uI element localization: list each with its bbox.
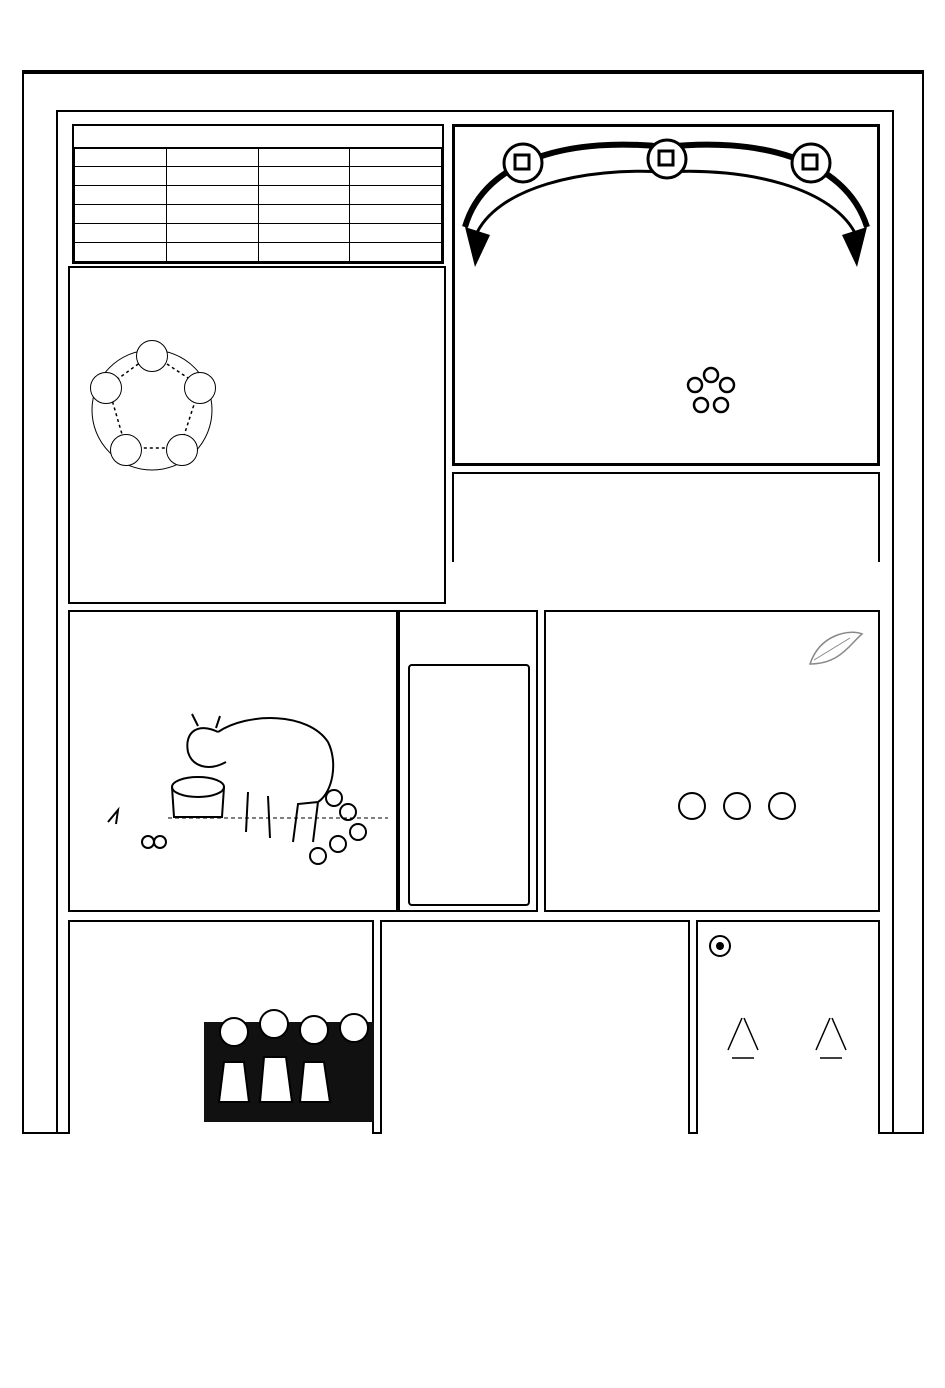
cell: [258, 186, 350, 205]
cell: [166, 167, 258, 186]
table-row: [75, 205, 442, 224]
table-row: [75, 167, 442, 186]
cell: [166, 243, 258, 262]
provide-number: [678, 792, 706, 820]
table-row: [75, 224, 442, 243]
tema-box: [544, 610, 880, 912]
top-marksix-strip: [30, 80, 920, 106]
provide-number: [768, 792, 796, 820]
cell: [350, 205, 442, 224]
cell: [350, 167, 442, 186]
combo-box: [696, 920, 880, 1134]
caitong-box: [68, 920, 374, 1134]
hot-table-grid: [74, 148, 442, 262]
tieban-box: [68, 266, 446, 604]
ox-illustration: [88, 692, 388, 892]
element-metal: [136, 340, 168, 372]
table-row: [75, 243, 442, 262]
brand-box: [452, 124, 880, 466]
cell: [258, 205, 350, 224]
notice-cut-gap: [452, 562, 882, 582]
element-earth: [90, 372, 122, 404]
children-illustration: [204, 1002, 374, 1122]
coin-icon: [501, 141, 545, 185]
poem-box: [380, 920, 690, 1134]
cell: [350, 243, 442, 262]
cell: [350, 186, 442, 205]
element-water: [184, 372, 216, 404]
row-label: [75, 167, 167, 186]
col-header: [166, 149, 258, 167]
treasure-scroll: [408, 664, 530, 906]
editor-notice: [452, 472, 880, 562]
flower-ornament-icon: [681, 363, 741, 423]
treasure-box: [398, 610, 538, 912]
element-wood: [166, 434, 198, 466]
col-header: [75, 149, 167, 167]
col-header: [258, 149, 350, 167]
cell: [258, 167, 350, 186]
hot-analysis-table: [72, 124, 444, 264]
row-label: [75, 205, 167, 224]
left-marksix-strip: [30, 112, 54, 1132]
provide-number: [723, 792, 751, 820]
flower-icon: [708, 934, 732, 958]
tema-provide-values: [672, 792, 802, 824]
right-marksix-strip: [898, 112, 922, 1132]
ox-picture-box: [68, 610, 398, 912]
row-label: [75, 186, 167, 205]
coin-icon: [645, 137, 689, 181]
hot-table-header: [75, 149, 442, 167]
table-row: [75, 186, 442, 205]
element-fire: [110, 434, 142, 466]
cell: [350, 224, 442, 243]
cell: [258, 243, 350, 262]
hot-table-title: [74, 126, 442, 148]
combo-lines: [698, 1012, 882, 1072]
cell: [166, 224, 258, 243]
row-label: [75, 224, 167, 243]
cell: [166, 186, 258, 205]
col-header: [350, 149, 442, 167]
cell: [166, 205, 258, 224]
cell: [258, 224, 350, 243]
row-label: [75, 243, 167, 262]
leaf-decoration-icon: [800, 624, 870, 674]
coin-icon: [789, 141, 833, 185]
